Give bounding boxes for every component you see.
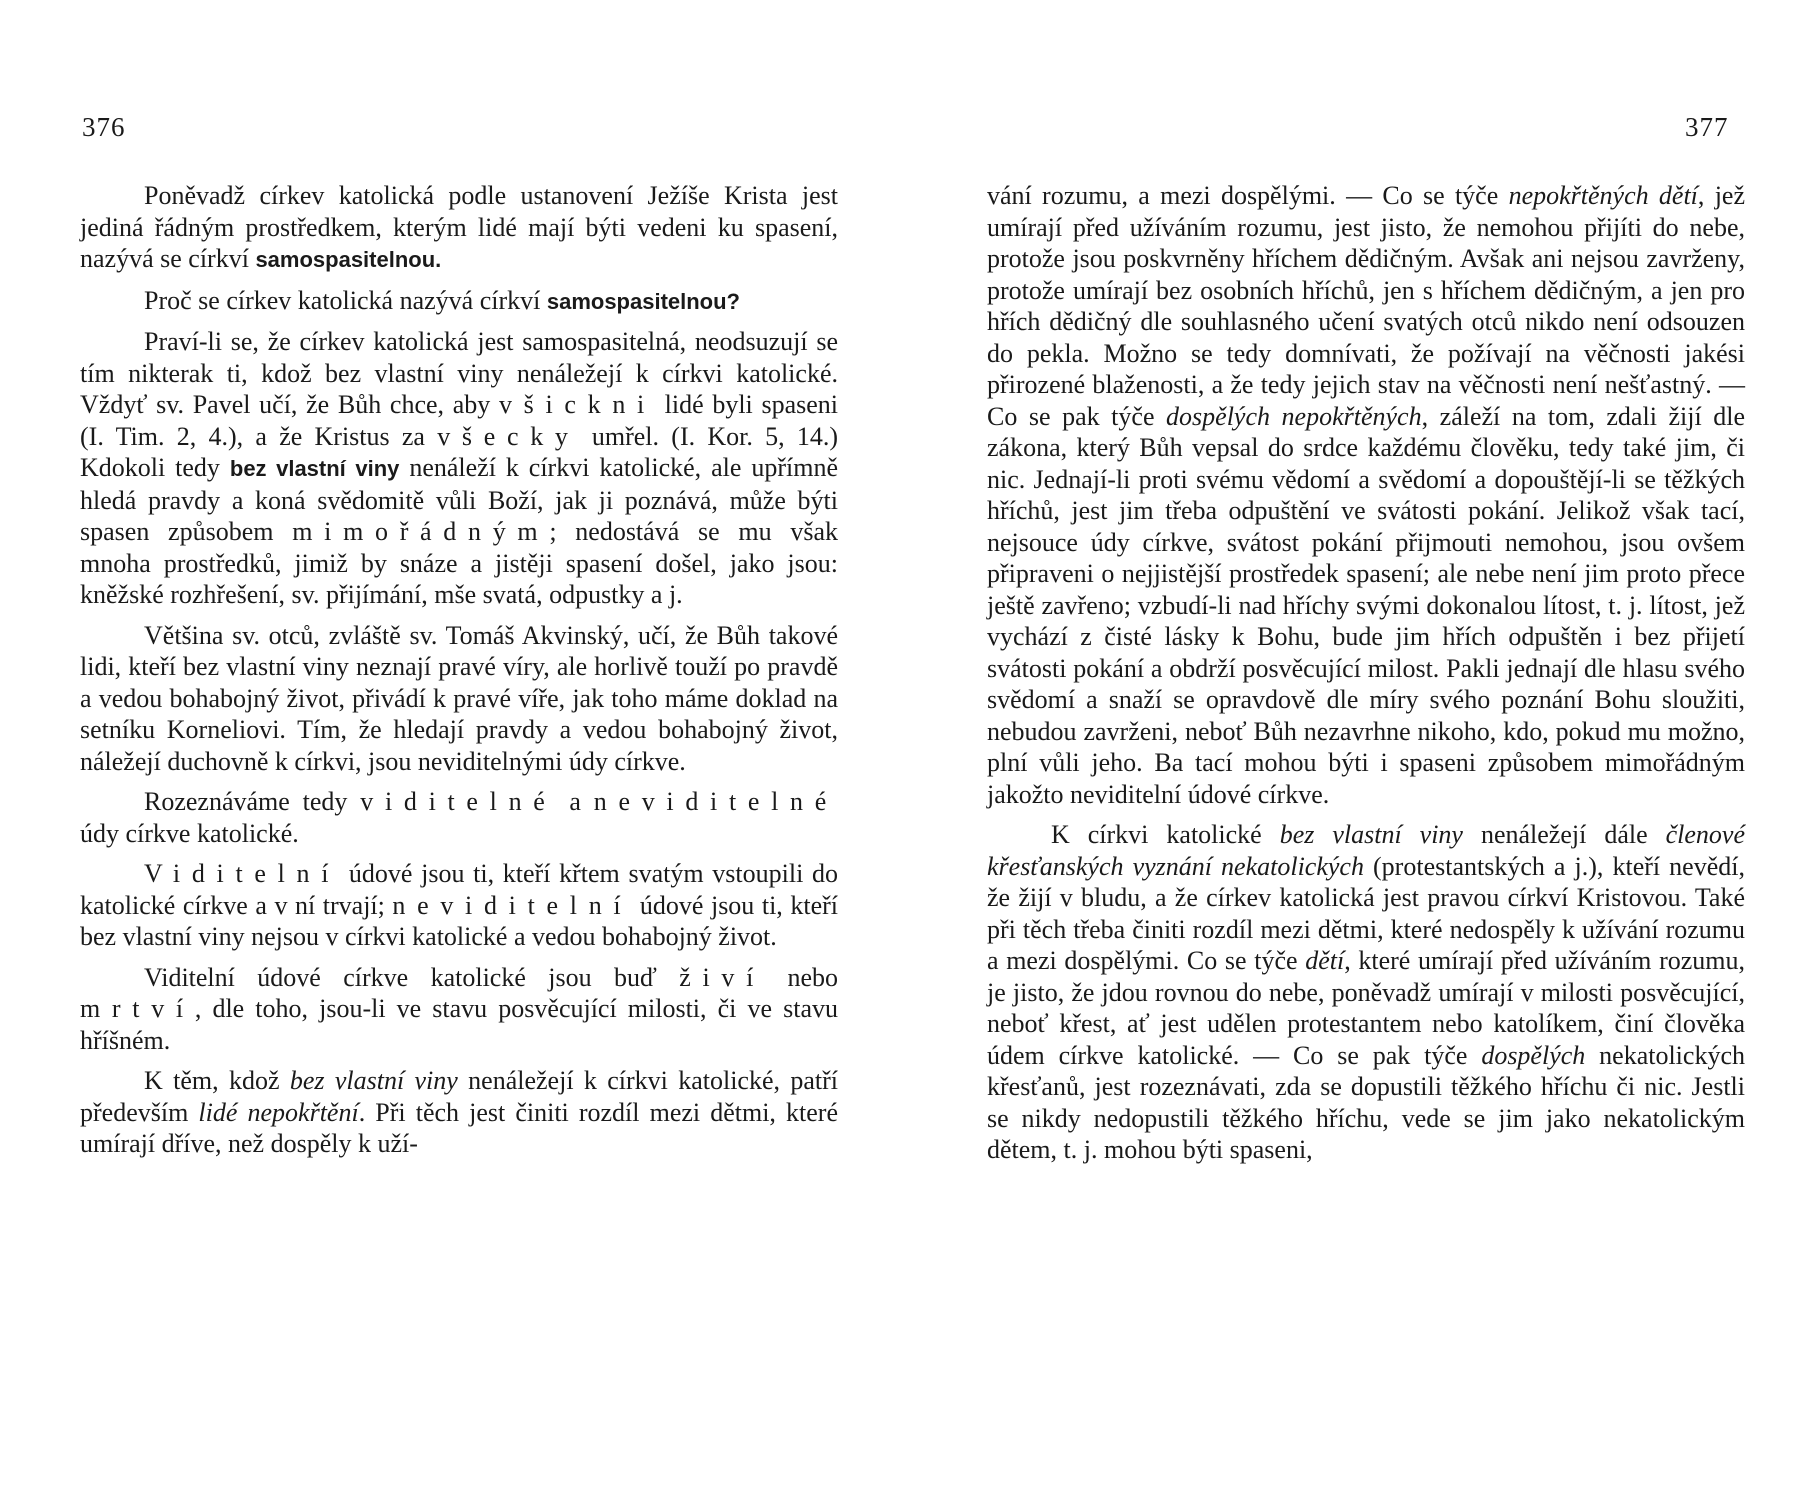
italic-term: dospělých nepokřtěných [1166, 401, 1422, 431]
spaced-term: neviditelní [392, 890, 633, 920]
italic-term: nepokřtěných dětí [1508, 181, 1698, 210]
text: , které umírají před užíváním rozumu, je jisto, že jdou rovnou do nebe, poněvadž umírají v milosti posvěcující, neboť křest, ať jest udělen protestantem nebo katolíkem, činí člověka údem církve katolické. — Co se pak týče [987, 946, 1745, 1070]
text: , dle toho, jsou-li ve stavu posvěcující milosti, či ve stavu hříšném. [80, 994, 838, 1055]
spaced-term: všickni [498, 390, 656, 419]
text: K církvi katolické [1051, 820, 1280, 849]
spaced-term: neviditelné [593, 787, 838, 816]
spaced-term: viditelné [360, 787, 557, 816]
spaced-term: Viditelní [144, 859, 341, 888]
text: (protestantských a j.), kteří nevědí, že žijí v bludu, a že církev katolická jest pravou církví Kristovou. Také při těch třeba činiti rozdíl mezi dětmi, které nedospěly k užívání rozumu a mezi dospělými. Co se týče [987, 851, 1745, 975]
spaced-term: mrtví [80, 994, 195, 1023]
bold-term: bez vlastní viny [229, 456, 400, 481]
text: nenáleží k církvi katolické, ale upřímně hledá pravdy a koná svědomitě vůli Boží, jak ji poznává, může býti spasen způsobem [80, 453, 838, 546]
text: údové jsou ti, kteří křtem svatým vstoupili do katolické církve a v ní trvají; [80, 859, 838, 920]
paragraph [80, 1065, 838, 1160]
text: Poněvadž církev katolická podle ustanovení Ježíše Krista jest jediná řádným prostředkem, kterým lidé mají býti vedeni ku spasení, nazývá se církví [80, 181, 838, 273]
bold-term: samospasitelnou. [255, 247, 442, 272]
question [80, 285, 838, 318]
text: nenáležejí dále [1462, 820, 1666, 849]
page-number-right: 377 [1685, 112, 1729, 142]
text: K těm, kdož [144, 1066, 290, 1095]
italic-term: bez vlastní viny [289, 1066, 458, 1095]
text: údy církve katolické. [80, 818, 299, 848]
paragraph [80, 786, 838, 849]
page-number-left: 376 [82, 112, 126, 142]
italic-term: členové křesťanských vyznání nekatolických [987, 820, 1745, 881]
paragraph [987, 819, 1745, 1166]
paragraph [80, 180, 838, 276]
italic-term: bez vlastní viny [1279, 820, 1463, 849]
paragraph [80, 326, 838, 611]
right-text-column [987, 180, 1745, 1175]
text: a [556, 787, 594, 816]
right-page [905, 0, 1810, 1501]
italic-term: dospělých [1481, 1040, 1586, 1070]
paragraph [987, 180, 1745, 810]
paragraph [80, 858, 838, 953]
text: Rozeznáváme tedy [144, 787, 361, 816]
italic-term: lidé nepokřtění [198, 1097, 359, 1127]
text: nekatolických křesťanů, jest rozeznávati, zda se dopustili těžkého hříchu či nic. Jestli se nikdy nedopustili těžkého hříchu, vede se jim jako nekatolickým dětem, t. j. mohou býti spaseni, [987, 1040, 1745, 1164]
text: lidé byli spaseni (I. Tim. 2, 4.), a že Kristus za [80, 390, 838, 451]
left-text-column [80, 180, 838, 1169]
text: Proč se církev katolická nazývá církví [144, 285, 547, 315]
text: Praví-li se, že církev katolická jest samospasitelná, neodsuzují se tím nikterak ti, kdož bez vlastní viny nenáležejí k církvi katolické. Vždyť sv. Pavel učí, že Bůh chce, aby [80, 327, 838, 419]
text: vání rozumu, a mezi dospělými. — Co se týče [987, 181, 1509, 210]
italic-term: dětí [1305, 946, 1345, 975]
text: údové jsou ti, kteří bez vlastní viny nejsou v církvi katolické a vedou bohabojný život. [80, 890, 839, 951]
text: . Při těch jest činiti rozdíl mezi dětmi, které umírají dříve, než dospěly k uží- [80, 1097, 838, 1158]
bold-term: samospasitelnou? [546, 288, 740, 314]
text: umřel. (I. Kor. 5, 14.) Kdokoli tedy [80, 421, 838, 482]
spaced-term: živí [679, 962, 766, 992]
text: Viditelní údové církve katolické jsou buď [144, 962, 680, 992]
paragraph [80, 962, 838, 1057]
text: nebo [765, 962, 838, 992]
paragraph: Většina sv. otců, zvláště sv. Tomáš Akvinský, učí, že Bůh takové lidi, kteří bez vlastní viny neznají pravé víry, ale horlivě touží po pravdě a vedou bohabojný život, přivádí k pravé víře, jak toho máme doklad na setníku Korneliovi. Tím, že hledají pravdy a vedou bohabojný život, náležejí duchovně k církvi, jsou neviditelnými údy církve. [80, 620, 838, 776]
spaced-term: mimořádným [292, 517, 550, 546]
spaced-term: všecky [437, 421, 580, 451]
text: , záleží na tom, zdali žijí dle zákona, který Bůh vepsal do srdce každému člověku, tedy také jim, či nic. Jednají-li proti svému vědomí a svědomí a dopouštějí-li se těžkých hříchů, jest jim třeba odpuštění ve svátosti pokání. Jelikož však tací, nejsouce údy církve, svátost pokání přijmouti nemohou, jsou ovšem připraveni o nejjistější prostředek spasení; ale nebe není jim proto přece ještě zavřeno; vzbudí-li nad hříchy svými dokonalou lítost, t. j. lítost, jež vychází z čisté lásky k Bohu, bude jim hřích odpuštěn i bez přijetí svátosti pokání a obdrží posvěcující milost. Pakli jednají dle hlasu svého svědomí a snaží se opravdově dle míry svého poznání Bohu sloužiti, nebudou zavrženi, neboť Bůh nezavrhne nikoho, kdo, pokud mu možno, plní vůli jeho. Ba tací mohou býti i spaseni způsobem mimořádným jakožto neviditelní údové církve. [987, 401, 1745, 809]
text: nenáležejí k církvi katolické, patří především [80, 1066, 838, 1127]
text: , jež umírají před užíváním rozumu, jest jisto, že nemohou přijíti do nebe, protože jsou poskvrněny hříchem dědičným. Avšak ani nejsou zavrženy, protože umírají bez osobních hříchů, jen s hříchem dědičným, a jen pro hřích dědičný dle souhlasného učení svatých otců nikdo není odsouzen do pekla. Možno se tedy domnívati, že požívají na věčnosti jakési přirozené blaženosti, a že tedy jejich stav na věčnosti není nešťastný. — Co se pak týče [987, 181, 1745, 431]
text: ; nedostává se mu však mnoha prostředků, jimiž by snáze a jistěji spasení došel, jako jsou: kněžské rozhřešení, sv. přijímání, mše svatá, odpustky a j. [80, 517, 838, 609]
